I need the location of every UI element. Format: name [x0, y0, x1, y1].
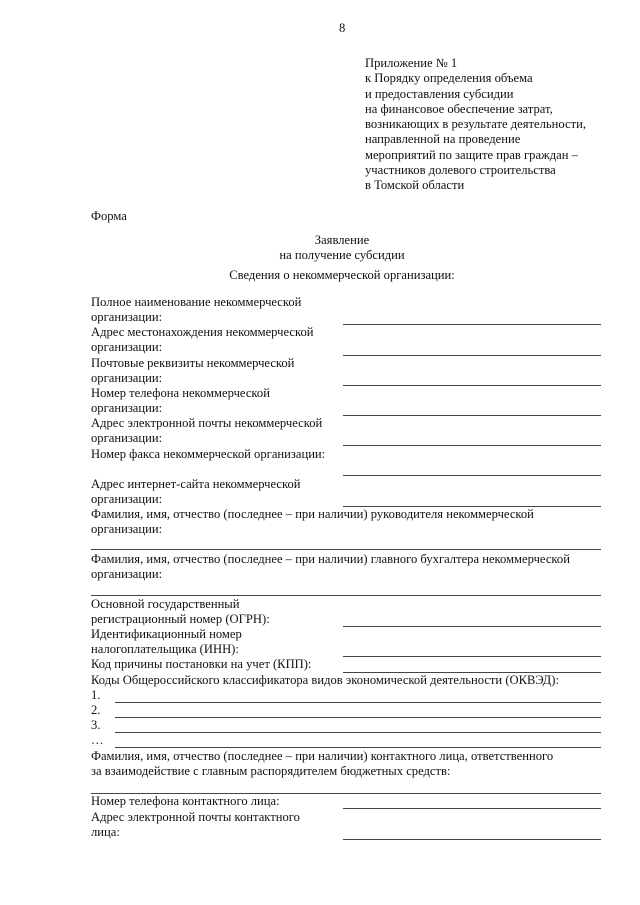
okved-item-number: 2.	[91, 703, 101, 717]
phone-input-line[interactable]	[343, 415, 601, 416]
document-title: Заявление	[314, 233, 370, 247]
appendix-line: Приложение № 1	[365, 56, 458, 70]
field-label-inn: Идентификационный номер	[91, 627, 242, 641]
appendix-block	[365, 56, 586, 194]
email-input-line[interactable]	[343, 445, 601, 446]
okved-input-line-3[interactable]	[115, 732, 601, 733]
field-label-contact-fio: Фамилия, имя, отчество (последнее – при наличии) контактного лица, ответственного	[91, 749, 554, 763]
postal-input-line[interactable]	[343, 385, 601, 386]
okved-item-ellipsis: …	[91, 733, 104, 747]
okved-input-line-1[interactable]	[115, 702, 601, 703]
field-label-contact-email: Адрес электронной почты контактного	[91, 810, 300, 824]
contact-phone-input-line[interactable]	[343, 808, 601, 809]
page-number: 8	[339, 21, 346, 35]
okved-item-number: 1.	[91, 688, 101, 702]
address-input-line[interactable]	[343, 355, 601, 356]
field-label-email-cont: организации:	[91, 431, 163, 445]
okved-input-line-4[interactable]	[115, 747, 601, 748]
field-label-full-name-cont: организации:	[91, 310, 163, 324]
appendix-line: мероприятий по защите прав граждан –	[365, 147, 578, 162]
fax-input-line[interactable]	[343, 475, 601, 476]
appendix-line: к Порядку определения объема	[365, 71, 533, 86]
contact-email-input-line[interactable]	[343, 839, 601, 840]
appendix-line: на финансовое обеспечение затрат,	[365, 101, 553, 116]
field-label-full-name: Полное наименование некоммерческой	[91, 295, 302, 309]
field-label-fax: Номер факса некоммерческой организации:	[91, 447, 326, 461]
appendix-line: участников долевого строительства	[365, 163, 556, 178]
field-label-okved: Коды Общероссийского классификатора видов экономической деятельности (ОКВЭД):	[91, 673, 559, 687]
full-name-input-line[interactable]	[343, 324, 601, 325]
form-label: Форма	[91, 209, 127, 223]
field-label-email: Адрес электронной почты некоммерческой	[91, 416, 323, 430]
appendix-line: в Томской области	[365, 178, 465, 193]
field-label-ogrn: Основной государственный	[91, 597, 240, 611]
field-label-head-fio: Фамилия, имя, отчество (последнее – при наличии) руководителя некоммерческой	[91, 507, 534, 521]
ogrn-input-line[interactable]	[343, 626, 601, 627]
field-label-ogrn-cont: регистрационный номер (ОГРН):	[91, 612, 270, 626]
field-label-contact-email-cont: лица:	[91, 825, 120, 839]
field-label-inn-cont: налогоплательщика (ИНН):	[91, 642, 239, 656]
appendix-line: возникающих в результате деятельности,	[365, 117, 586, 132]
appendix-line: и предоставления субсидии	[365, 86, 514, 101]
field-label-accountant-fio-cont: организации:	[91, 567, 163, 581]
field-label-kpp: Код причины постановки на учет (КПП):	[91, 657, 312, 671]
field-label-address: Адрес местонахождения некоммерческой	[91, 325, 314, 339]
field-label-contact-phone: Номер телефона контактного лица:	[91, 794, 280, 808]
field-label-postal-cont: организации:	[91, 371, 163, 385]
section-heading: Сведения о некоммерческой организации:	[229, 268, 455, 282]
field-label-address-cont: организации:	[91, 340, 163, 354]
field-label-postal: Почтовые реквизиты некоммерческой	[91, 356, 295, 370]
field-label-contact-fio-cont: за взаимодействие с главным распорядителем бюджетных средств:	[91, 764, 451, 778]
appendix-line: направленной на проведение	[365, 132, 521, 147]
accountant-fio-input-line[interactable]	[91, 595, 601, 596]
field-label-head-fio-cont: организации:	[91, 522, 163, 536]
field-label-phone: Номер телефона некоммерческой	[91, 386, 270, 400]
okved-input-line-2[interactable]	[115, 717, 601, 718]
inn-input-line[interactable]	[343, 656, 601, 657]
okved-item-number: 3.	[91, 718, 101, 732]
document-subtitle: на получение субсидии	[279, 248, 405, 262]
field-label-phone-cont: организации:	[91, 401, 163, 415]
head-fio-input-line[interactable]	[91, 549, 601, 550]
field-label-website: Адрес интернет-сайта некоммерческой	[91, 477, 301, 491]
field-label-website-cont: организации:	[91, 492, 163, 506]
field-label-accountant-fio: Фамилия, имя, отчество (последнее – при наличии) главного бухгалтера некоммерческой	[91, 552, 570, 566]
